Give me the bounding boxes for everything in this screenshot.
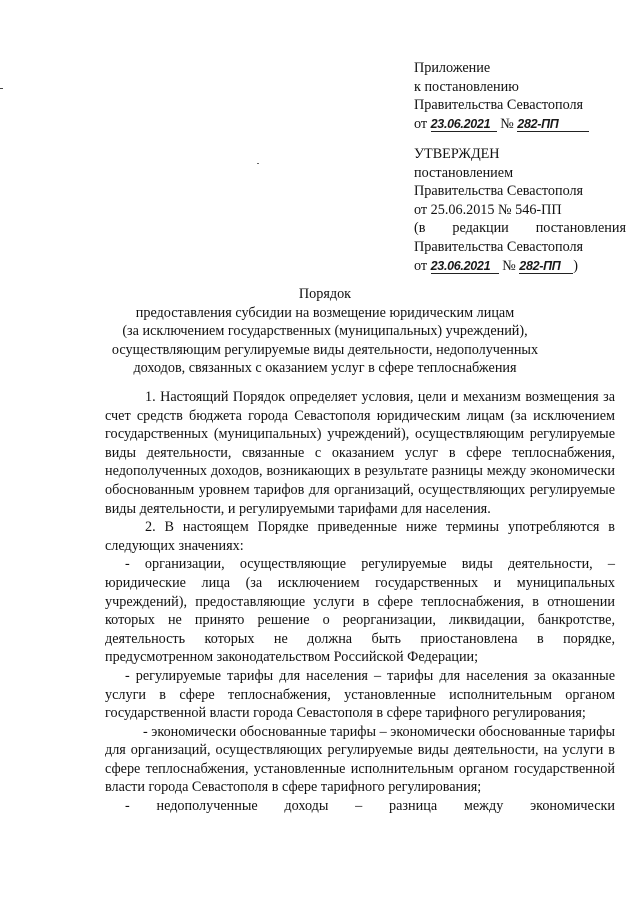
- paragraph-definition-regulated-tariffs: - регулируемые тарифы для населения – тарифы для населения за оказанные услуги в сфере теплоснабжения, установленные исполнительным органом государственной власти города Севастополя в сфере тарифного регулирования;: [105, 667, 615, 722]
- scan-margin-mark: [0, 88, 3, 89]
- appendix-line-1: Приложение: [414, 60, 491, 76]
- appendix-from-prefix: от: [414, 115, 428, 132]
- approved-line-5: Правительства Севастополя: [414, 238, 584, 255]
- title-line-2: (за исключением государственных (муниципальных) учреждений),: [122, 323, 528, 340]
- approved-block: [414, 145, 626, 275]
- paragraph-definition-lost-income: - недополученные доходы – разница между экономически: [125, 798, 615, 815]
- scan-speck: [257, 163, 259, 164]
- appendix-number-sign: №: [500, 115, 514, 132]
- approved-handwritten-date: 23.06.2021: [431, 259, 499, 274]
- approved-line-3: от 25.06.2015 № 546-ПП: [414, 201, 562, 218]
- title-heading: Порядок: [298, 286, 352, 302]
- appendix-block: [414, 59, 626, 133]
- title-line-4: доходов, связанных с оказанием услуг в сфере теплоснабжения: [133, 360, 517, 377]
- appendix-line-2: к постановлению: [414, 78, 519, 95]
- approved-line-4: (в редакции постановления: [414, 220, 626, 237]
- approved-line-2: Правительства Севастополя: [414, 183, 584, 200]
- title-line-3: осуществляющим регулируемые виды деятельности, недополученных: [111, 341, 539, 358]
- paragraph-1: 1. Настоящий Порядок определяет условия, цели и механизм возмещения за счет средств бюджета города Севастополя юридическим лицам (за исключением государственных (муниципальных) учреждений), осуществляющим регулируемые виды деятельности, связанные с оказанием услуг в сфере теплоснабжения, недополученных доходов, возникающих в результате разницы между экономически обоснованным уровнем тарифов для организаций, осуществляющих регулируемые виды деятельности, и регулируемыми тарифами для населения.: [105, 389, 615, 517]
- appendix-handwritten-date: 23.06.2021: [431, 117, 497, 132]
- document-title: [100, 285, 640, 378]
- appendix-handwritten-number: 282-ПП: [517, 117, 589, 132]
- document-body: [105, 388, 615, 816]
- paragraph-2: 2. В настоящем Порядке приведенные ниже термины употребляются в следующих значениях:: [105, 519, 615, 554]
- paragraph-definition-economic-tariffs: - экономически обоснованные тарифы – экономически обоснованные тарифы для организаций, осуществляющих регулируемые виды деятельности, на услуги в сфере теплоснабжения, установленные исполнительным органом государственной власти города Севастополя в сфере тарифного регулирования;: [105, 723, 615, 796]
- approved-handwritten-number: 282-ПП: [519, 259, 573, 274]
- approved-from-prefix: от: [414, 257, 428, 274]
- approved-close-paren: ): [573, 257, 579, 274]
- appendix-line-3: Правительства Севастополя: [414, 97, 584, 114]
- paragraph-definition-organizations: - организации, осуществляющие регулируемые виды деятельности, – юридические лица (за исключением государственных и муниципальных учреждений), предоставляющие услуги в сфере теплоснабжения, в отношении которых не принято решение о реорганизации, ликвидации, банкротстве, деятельность которых не должна быть приостановлена в порядке, предусмотренном законодательством Российской Федерации;: [105, 556, 615, 666]
- approved-heading: УТВЕРЖДЕН: [414, 146, 500, 162]
- approved-date-line: [414, 257, 626, 276]
- approved-number-sign: №: [502, 257, 516, 274]
- title-line-1: предоставления субсидии на возмещение юридическим лицам: [135, 304, 515, 321]
- approved-line-1: постановлением: [414, 164, 514, 181]
- appendix-date-line: [414, 115, 626, 134]
